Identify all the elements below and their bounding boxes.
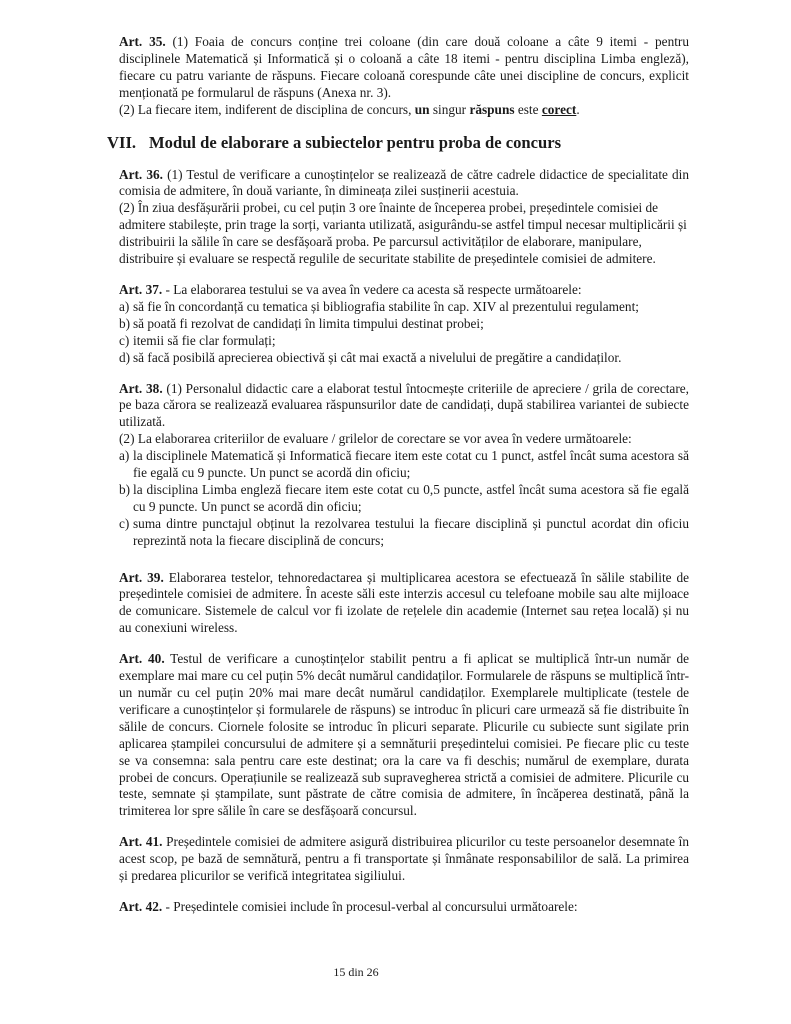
article-35-paragraph-1 <box>119 34 689 102</box>
paragraph-text: - Președintele comisiei include în procesul-verbal al concursului următoarele: <box>165 898 578 914</box>
paragraph-text: (2) La fiecare item, indiferent de disciplina de concurs, <box>119 101 412 117</box>
article-35 <box>119 34 689 119</box>
article-label: Art. 39. <box>119 569 164 585</box>
article-40 <box>119 651 689 820</box>
sentence-end: . <box>576 101 580 117</box>
paragraph-text: (1) Foaia de concurs conține trei coloane (din care două coloane a câte 9 itemi - pentru disciplinele Matematică și Informatică și o coloană a câte 18 itemi - pentru disciplina Limba engleză), fiecare cu patru variante de răspuns. Fiecare coloană corespunde câte unei discipline de concurs, explicit menționată pe formularul de răspuns (Anexa nr. 3). <box>119 34 689 100</box>
article-36-paragraph-1 <box>119 167 689 201</box>
article-39-paragraph <box>119 570 689 638</box>
list-item <box>119 333 689 350</box>
section-title: Modul de elaborare a subiectelor pentru proba de concurs <box>149 132 562 152</box>
paragraph-text: Elaborarea testelor, tehnoredactarea și multiplicarea acestora se efectuează în sălile stabilite de președintele comisiei de admitere. În aceste săli este interzis accesul cu telefoane mobile sau alte mijloace de comunicare. Sistemele de calcul vor fi izolate de rețelele din academie (Internet sau rețea locală) și nu au conexiuni wireless. <box>119 569 689 636</box>
article-label: Art. 38. <box>119 380 163 396</box>
page-content <box>107 34 690 930</box>
list-text: la disciplina Limba engleză fiecare item este cotat cu 0,5 puncte, astfel încât suma acestora să fie egală cu 9 puncte. Un punct se acordă din oficiu; <box>133 481 689 514</box>
list-marker: a) <box>119 298 130 314</box>
list-text: itemii să fie clar formulați; <box>133 332 276 348</box>
article-37-intro <box>119 282 689 299</box>
section-number: VII. <box>107 132 137 152</box>
word-singur: singur <box>432 101 467 117</box>
article-label: Art. 35. <box>119 34 166 49</box>
word-este: este <box>517 101 539 117</box>
list-item <box>119 516 689 550</box>
section-heading <box>107 133 677 153</box>
paragraph-text: (1) Testul de verificare a cunoștințelor se realizează de către cadrele didactice de specialitate din comisia de admitere, în două variante, în dimineața zilei susținerii acestuia. <box>119 166 689 199</box>
list-marker: a) <box>119 448 130 464</box>
article-label: Art. 37. <box>119 281 163 297</box>
list-marker: b) <box>119 315 131 331</box>
article-37 <box>119 282 689 367</box>
article-38-paragraph-1 <box>119 381 689 432</box>
article-38-paragraph-2: (2) La elaborarea criteriilor de evaluare / grilelor de corectare se vor avea în vedere următoarele: <box>119 431 632 447</box>
article-42-paragraph <box>119 899 689 916</box>
list-item <box>119 350 689 367</box>
list-item <box>119 299 689 316</box>
emphasis-corect: corect <box>541 101 577 117</box>
list-marker: c) <box>119 515 130 531</box>
article-42 <box>119 899 689 916</box>
list-marker: b) <box>119 481 131 497</box>
article-41 <box>119 834 689 885</box>
article-label: Art. 42. <box>119 898 163 914</box>
emphasis-raspuns: răspuns <box>469 101 515 117</box>
list-text: la disciplinele Matematică și Informatică fiecare item este cotat cu 1 punct, astfel încât suma acestora să fie egală cu 9 puncte. Un punct se acordă din oficiu; <box>133 448 689 481</box>
article-36-paragraph-2: (2) În ziua desfășurării probei, cu cel puțin 3 ore înainte de începerea probei, președintele comisiei de admitere stabilește, prin trage la sorți, varianta utilizată, asigurându-se astfel timpul necesar multiplicării și distribuirii la sălile în care se desfășoară proba. Pe parcursul activităților de elaborare, manipulare, distribuire și evaluare se respectă regulile de securitate stabilite de președintele comisiei de admitere. <box>119 200 687 267</box>
list-item <box>119 448 689 482</box>
paragraph-text: Președintele comisiei de admitere asigură distribuirea plicurilor cu teste persoanelor desemnate în acest scop, pe bază de semnătură, pentru a fi transportate și înmânate responsabililor de sală. La primirea și predarea plicurilor se verifică integritatea sigiliului. <box>119 834 690 884</box>
list-marker: d) <box>119 349 131 365</box>
article-41-paragraph <box>119 834 689 885</box>
article-label: Art. 41. <box>119 834 163 850</box>
article-39 <box>119 570 689 638</box>
paragraph-text: - La elaborarea testului se va avea în vedere ca acesta să respecte următoarele: <box>165 281 582 297</box>
list-text: să facă posibilă aprecierea obiectivă și cât mai exactă a nivelului de pregătire a candidaților. <box>133 349 622 365</box>
article-label: Art. 36. <box>119 166 163 182</box>
article-40-paragraph <box>119 651 689 820</box>
list-text: suma dintre punctajul obținut la rezolvarea testului la fiecare disciplină și punctul acordat din oficiu reprezintă nota la fiecare disciplină de concurs; <box>133 515 689 548</box>
article-35-paragraph-2 <box>119 102 689 119</box>
paragraph-text: (1) Personalul didactic care a elaborat testul întocmește criteriile de apreciere / grila de corectare, pe baza cărora se realizează evaluarea răspunsurilor date de candidați, după stabilirea variantei de subiecte utilizată. <box>119 380 689 430</box>
page-number: 15 din 26 <box>333 965 379 979</box>
article-label: Art. 40. <box>119 651 165 667</box>
list-item <box>119 482 689 516</box>
list-marker: c) <box>119 332 130 348</box>
list-item <box>119 316 689 333</box>
list-text: să poată fi rezolvat de candidați în limita timpului destinat probei; <box>133 315 484 331</box>
article-38 <box>119 381 689 550</box>
emphasis-un: un <box>414 101 430 117</box>
list-text: să fie în concordanță cu tematica și bibliografia stabilite în cap. XIV al prezentului regulament; <box>133 298 639 314</box>
article-36 <box>119 167 689 268</box>
paragraph-text: Testul de verificare a cunoștințelor stabilit pentru a fi aplicat se multiplică într-un număr de exemplare mai mare cu cel puțin 5% decât numărul candidaților. Formularele de răspuns se multiplică într-un număr cu cel puțin 20% mai mare decât numărul candidaților. Exemplarele multiplicate (testele de verificare a cunoștințelor și formularele de răspuns) se introduc în plicuri care urmează să fie distribuite în sălile de concurs. Ciornele folosite se introduc în plicuri separate. Plicurile cu subiecte sunt sigilate prin aplicarea ștampilei concursului de admitere și a semnăturii președintelui comisiei. Pe fiecare plic cu teste se va consemna: sala pentru care este destinat; ora la care va fi deschis; numărul de exemplare, durata probei de concurs. Operațiunile se realizează sub supravegherea strictă a comisiei de admitere. Plicurile cu teste, semnate și ștampilate, sunt păstrate de către comisia de admitere, în încăperea destinată, până la trimiterea lor spre sălile în care se desfășoară concursul. <box>119 651 689 819</box>
